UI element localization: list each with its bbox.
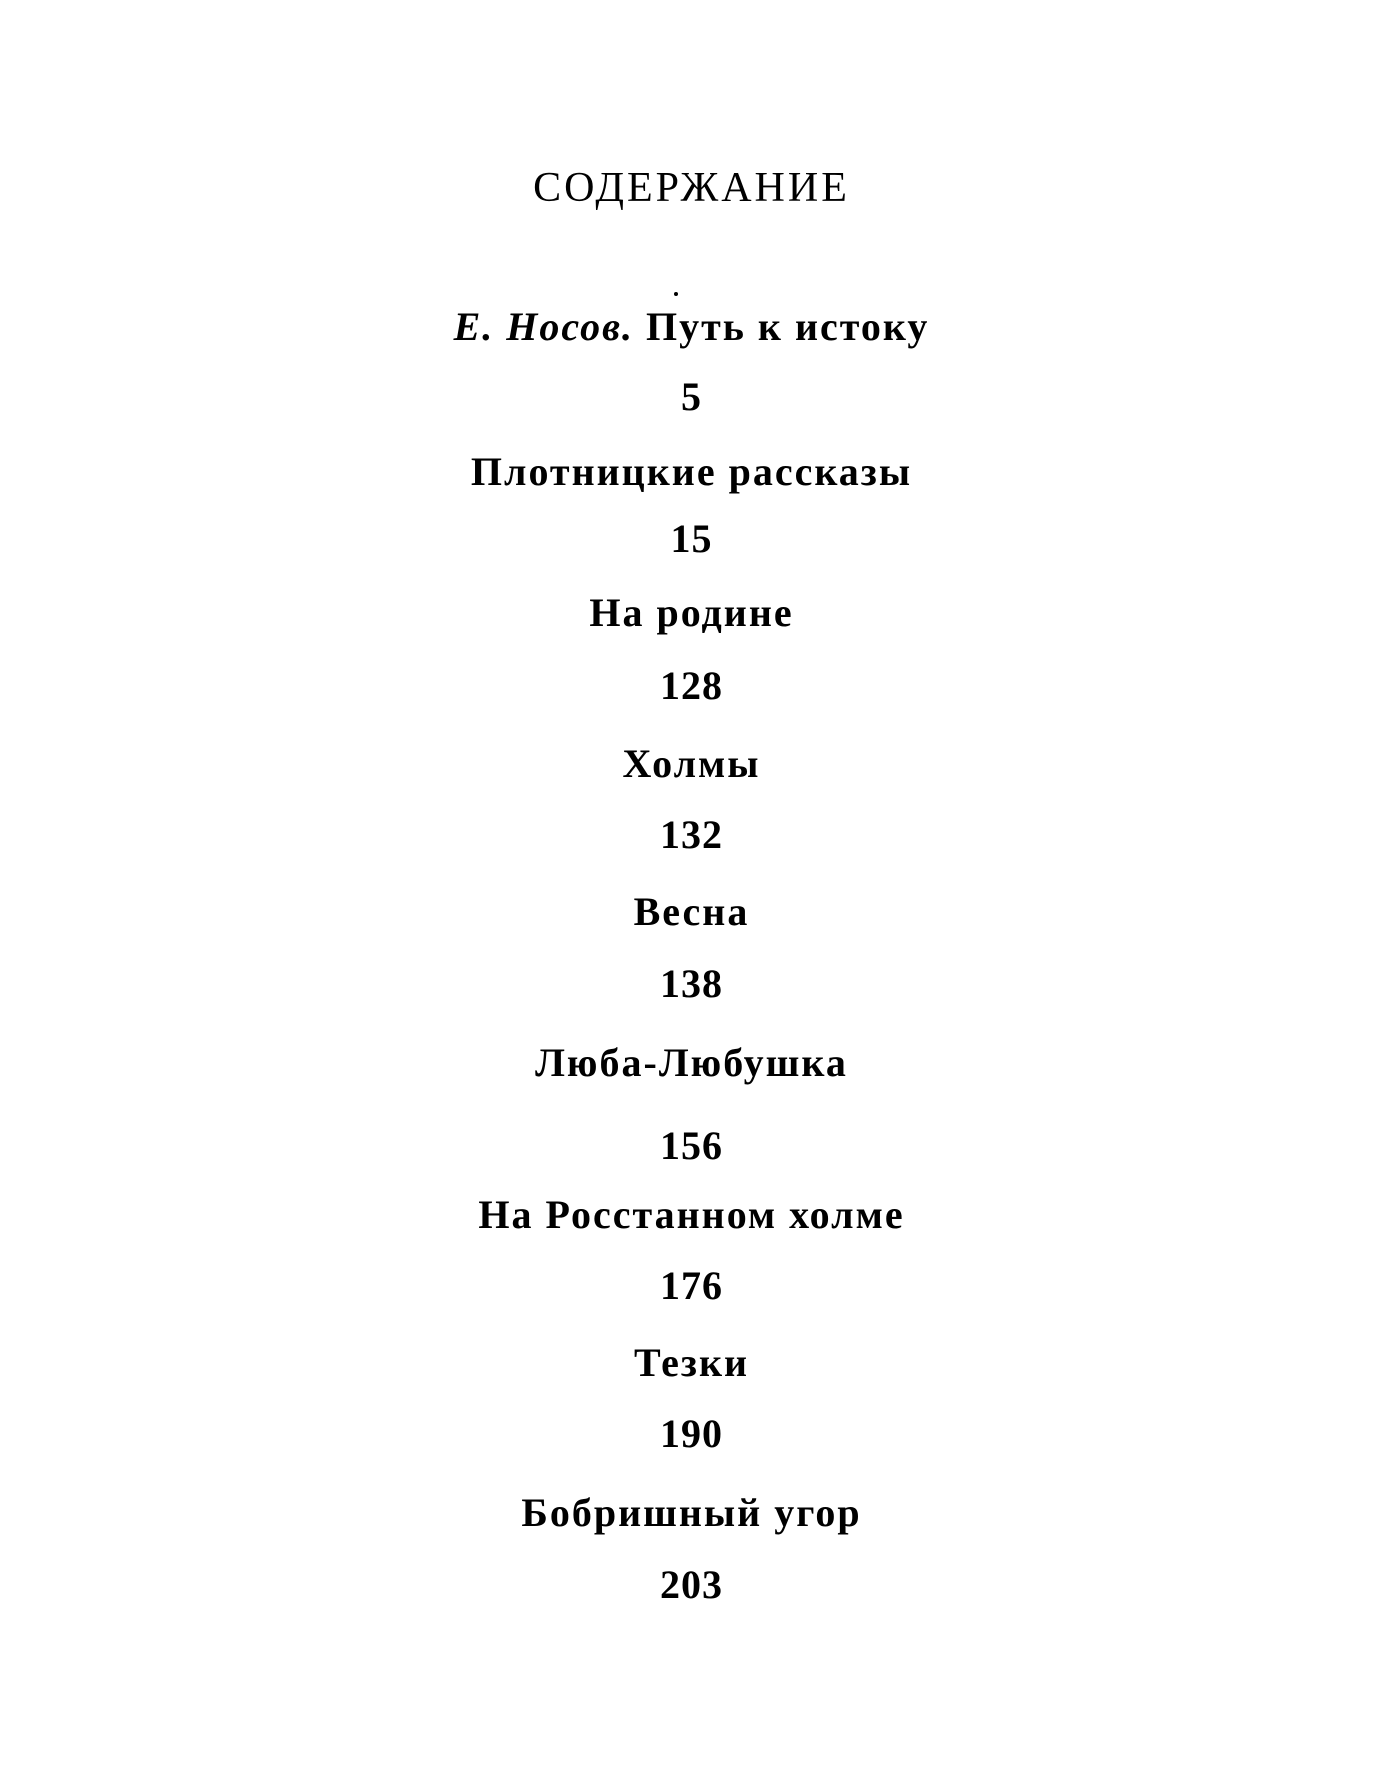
- toc-entry-title: Люба-Любушка: [535, 1040, 848, 1085]
- toc-entry-title: [0, 303, 1383, 351]
- toc-entry-title: На родине: [589, 590, 794, 635]
- printed-dot: [674, 292, 678, 296]
- toc-entry-title-text: Путь к истоку: [646, 304, 930, 349]
- toc-entry-title: Весна: [633, 889, 750, 934]
- toc-entry-page: 15: [670, 516, 713, 561]
- page-title: СОДЕРЖАНИЕ: [533, 165, 850, 211]
- toc-entry-page: 5: [681, 374, 702, 419]
- toc-entry-page: 138: [660, 961, 723, 1006]
- toc-entry-page: 190: [660, 1411, 723, 1456]
- toc-entry-title: Холмы: [622, 741, 761, 786]
- toc-entry-page: 128: [660, 663, 723, 708]
- toc-entry-title: Бобришный угор: [521, 1490, 862, 1535]
- toc-entry-page: 176: [660, 1263, 723, 1308]
- toc-entry-title: Тезки: [633, 1340, 750, 1385]
- toc-entry-page: 156: [660, 1123, 723, 1168]
- toc-entry-author: Е. Носов.: [453, 304, 635, 349]
- toc-entry-page: 132: [660, 812, 723, 857]
- toc-entry-page: 203: [660, 1562, 723, 1607]
- toc-entry-title: На Росстанном холме: [478, 1192, 905, 1237]
- toc-entry-title: Плотницкие рассказы: [470, 449, 913, 494]
